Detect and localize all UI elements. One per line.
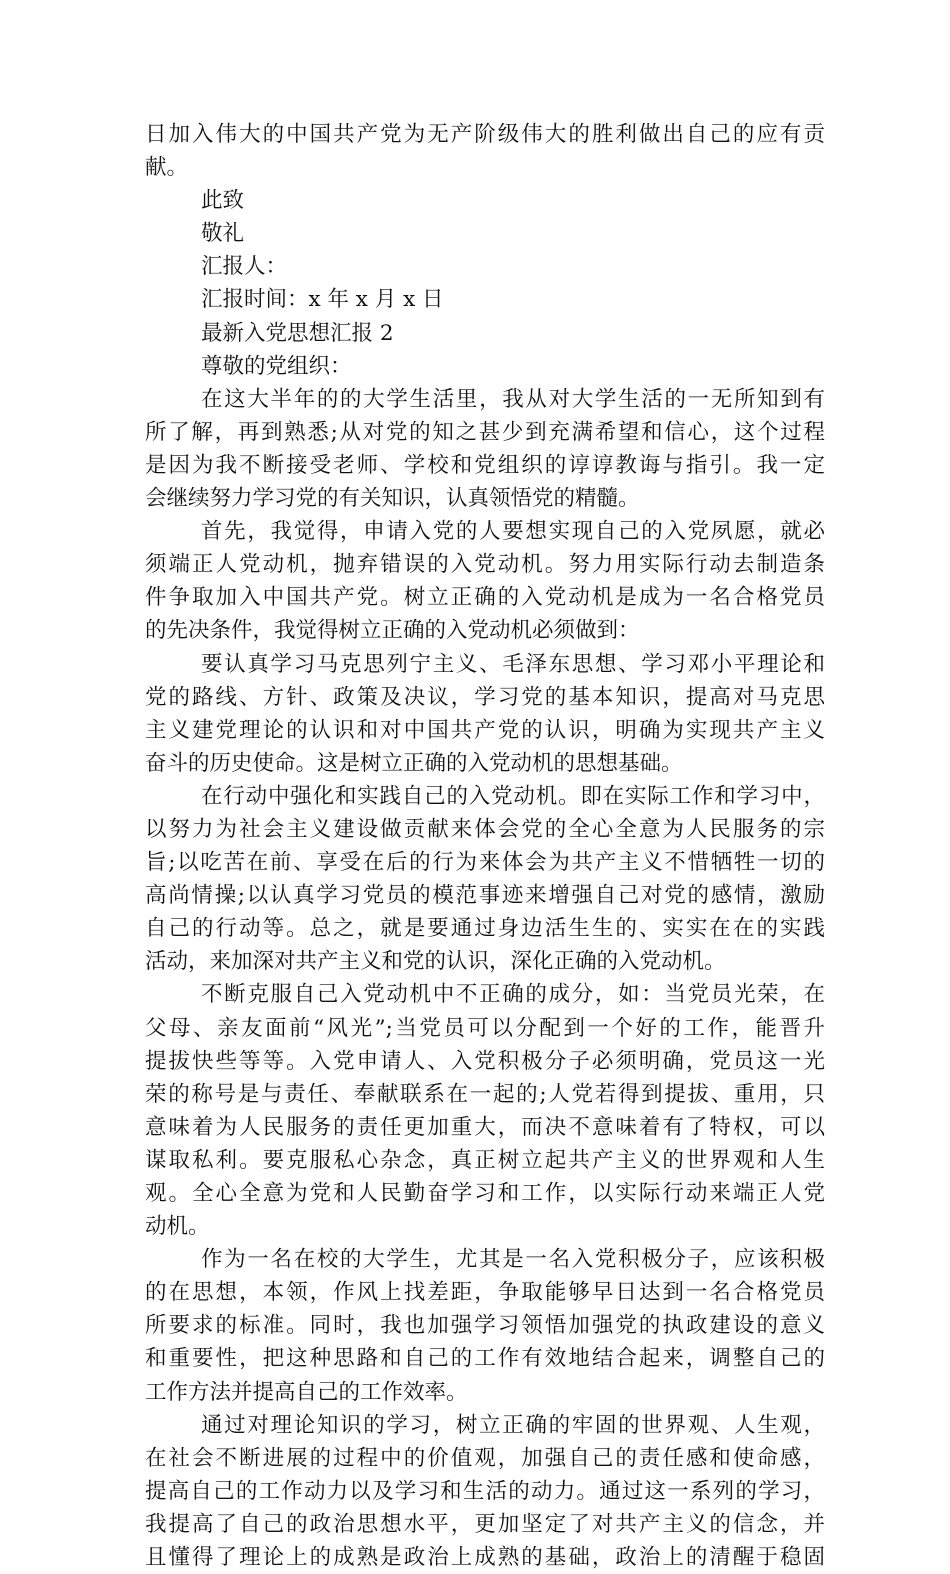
text-line: 件争取加入中国共产党。树立正确的入党动机是成为一名合格党员 — [145, 585, 825, 611]
text-line: 首先，我觉得，申请入党的人要想实现自己的入党夙愿，就必 — [201, 519, 825, 545]
text-line: 不断克服自己入党动机中不正确的成分，如：当党员光荣，在 — [201, 982, 825, 1008]
text-line: 通过对理论知识的学习，树立正确的牢固的世界观、人生观， — [201, 1412, 825, 1438]
text-line: 会继续努力学习党的有关知识，认真领悟党的精髓。 — [145, 486, 640, 512]
text-line: 的先决条件，我觉得树立正确的入党动机必须做到： — [145, 618, 640, 644]
text-line: 旨;以吃苦在前、享受在后的行为来体会为共产主义不惜牺牲一切的 — [145, 850, 825, 876]
text-line: 在社会不断进展的过程中的价值观，加强自己的责任感和使命感， — [145, 1445, 825, 1471]
text-line: 是因为我不断接受老师、学校和党组织的谆谆教诲与指引。我一定 — [145, 452, 825, 478]
text-line: 敬礼 — [201, 221, 245, 247]
text-line: 作为一名在校的大学生，尤其是一名入党积极分子，应该积极 — [201, 1247, 825, 1273]
text-line: 自己的行动等。总之，就是要通过身边活生生的、实实在在的实践 — [145, 916, 825, 942]
text-line: 主义建党理论的认识和对中国共产党的认识，明确为实现共产主义 — [145, 717, 825, 743]
text-line: 要认真学习马克思列宁主义、毛泽东思想、学习邓小平理论和 — [201, 651, 825, 677]
text-line: 谋取私利。要克服私心杂念，真正树立起共产主义的世界观和人生 — [145, 1147, 825, 1173]
text-line: 所了解，再到熟悉;从对党的知之甚少到充满希望和信心，这个过程 — [145, 419, 825, 445]
text-line: 此致 — [201, 188, 245, 214]
text-line: 以努力为社会主义建设做贡献来体会党的全心全意为人民服务的宗 — [145, 816, 825, 842]
text-line: 党的路线、方针、政策及决议，学习党的基本知识，提高对马克思 — [145, 684, 825, 710]
text-line: 提高自己的工作动力以及学习和生活的动力。通过这一系列的学习， — [145, 1478, 825, 1504]
text-line: 尊敬的党组织： — [201, 353, 352, 379]
text-line: 在行动中强化和实践自己的入党动机。即在实际工作和学习中， — [201, 783, 825, 809]
text-line: 活动，来加深对共产主义和党的认识，深化正确的入党动机。 — [145, 949, 726, 975]
text-line: 的在思想，本领，作风上找差距，争取能够早日达到一名合格党员 — [145, 1280, 825, 1306]
text-line: 观。全心全意为党和人民勤奋学习和工作，以实际行动来端正人党 — [145, 1181, 825, 1206]
text-line: 汇报时间：x 年 x 月 x 日 — [201, 287, 444, 313]
text-line: 父母、亲友面前“风光”;当党员可以分配到一个好的工作，能晋升 — [145, 1015, 825, 1041]
text-line: 汇报人： — [201, 254, 288, 280]
document-body — [145, 118, 825, 1574]
text-line: 且懂得了理论上的成熟是政治上成熟的基础，政治上的清醒于稳固 — [145, 1545, 825, 1571]
text-line: 献。 — [145, 155, 189, 181]
text-line: 奋斗的历史使命。这是树立正确的入党动机的思想基础。 — [145, 750, 683, 776]
text-line: 工作方法并提高自己的工作效率。 — [145, 1379, 468, 1405]
text-line: 在这大半年的的大学生活里，我从对大学生活的一无所知到有 — [201, 386, 825, 412]
text-line: 须端正人党动机，抛弃错误的入党动机。努力用实际行动去制造条 — [145, 552, 825, 578]
text-line: 和重要性，把这种思路和自己的工作有效地结合起来，调整自己的 — [145, 1346, 825, 1372]
text-line: 我提高了自己的政治思想水平，更加坚定了对共产主义的信念，并 — [145, 1511, 825, 1537]
text-line: 意味着为人民服务的责任更加重大，而决不意味着有了特权，可以 — [145, 1114, 825, 1140]
text-line: 荣的称号是与责任、奉献联系在一起的;人党若得到提拔、重用，只 — [145, 1081, 825, 1107]
text-line: 动机。 — [145, 1214, 210, 1240]
text-line: 最新入党思想汇报 2 — [201, 320, 394, 346]
text-line: 日加入伟大的中国共产党为无产阶级伟大的胜利做出自己的应有贡 — [145, 122, 825, 147]
text-line: 提拔快些等等。入党申请人、入党积极分子必须明确，党员这一光 — [145, 1048, 825, 1074]
text-line: 高尚情操;以认真学习党员的模范事迹来增强自己对党的感情，激励 — [145, 883, 825, 909]
text-line: 所要求的标准。同时，我也加强学习领悟加强党的执政建设的意义 — [145, 1313, 825, 1339]
